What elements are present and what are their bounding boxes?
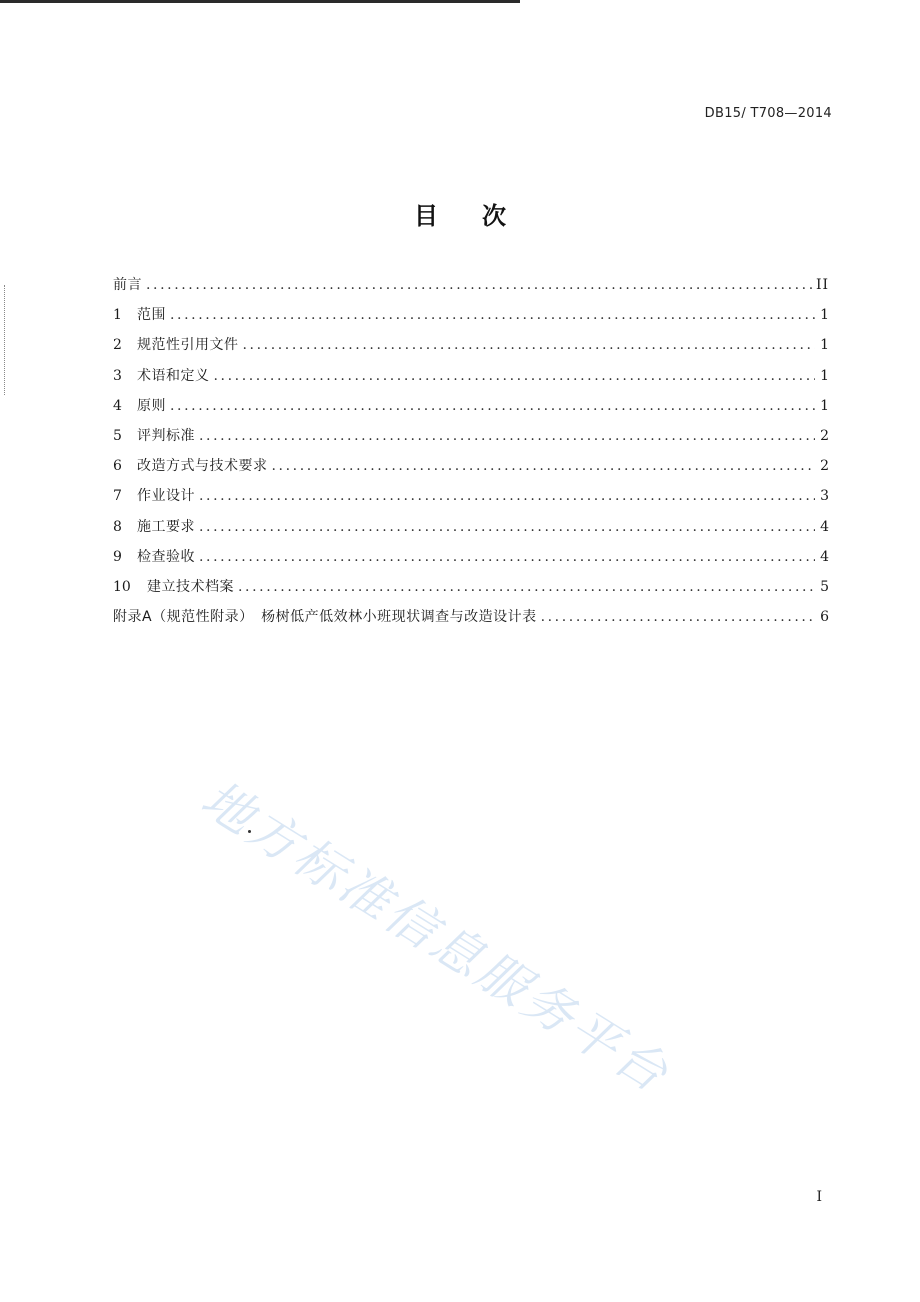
toc-entry-number: 8 [113,518,122,535]
toc-title: 目次 [414,202,550,230]
toc-entry-page: II [815,277,829,293]
toc-entry-number: 3 [113,367,122,384]
toc-leader-dots [238,572,815,602]
page-number: I [816,1189,822,1205]
toc-entry-page: 5 [820,578,829,595]
toc-entry-label: 建立技术档案 [147,578,234,595]
toc-entry-page: 3 [820,488,829,505]
toc-leader-dots [243,330,816,360]
toc-entry-label: 原则 [137,397,166,414]
toc-entry-page: 6 [820,609,829,626]
toc-entry-4[interactable] [113,391,829,421]
scan-edge-marks [4,285,7,395]
toc-entry-8[interactable] [113,512,829,542]
toc-leader-dots [541,602,815,632]
toc-entry-label: 检查验收 [137,548,195,565]
toc-entry-page: 2 [820,427,829,444]
table-of-contents [113,270,829,632]
toc-entry-page: 1 [820,367,829,384]
toc-entry-label: 范围 [137,307,166,324]
toc-leader-dots [214,361,816,391]
toc-leader-dots [170,300,815,330]
toc-entry-2[interactable] [113,330,829,360]
toc-entry-appendix-a[interactable] [113,602,829,632]
toc-entry-number: 1 [113,307,122,324]
toc-leader-dots [199,542,815,572]
watermark-text: 地方标准信息服务平台 [191,769,681,1105]
toc-entry-10[interactable] [113,572,829,602]
scan-speck [248,830,251,833]
toc-entry-label: 改造方式与技术要求 [137,458,268,475]
toc-entry-number: 7 [113,488,122,505]
toc-entry-6[interactable] [113,451,829,481]
toc-leader-dots [146,270,812,300]
toc-entry-label: 规范性引用文件 [137,337,239,354]
toc-leader-dots [199,421,815,451]
toc-entry-label: 附录A（规范性附录） 杨树低产低效林小班现状调查与改造设计表 [113,609,537,626]
toc-entry-foreword[interactable] [113,270,829,300]
toc-entry-label: 作业设计 [137,488,195,505]
toc-entry-label: 前言 [113,277,142,293]
toc-entry-label: 施工要求 [137,518,195,535]
toc-entry-1[interactable] [113,300,829,330]
scan-edge-line [0,0,520,3]
toc-entry-5[interactable] [113,421,829,451]
toc-entry-page: 2 [820,458,829,475]
toc-entry-page: 4 [820,548,829,565]
toc-entry-page: 1 [820,307,829,324]
toc-leader-dots [199,512,815,542]
toc-entry-label: 术语和定义 [137,367,210,384]
toc-leader-dots [199,481,815,511]
toc-entry-9[interactable] [113,542,829,572]
toc-entry-3[interactable] [113,361,829,391]
toc-entry-page: 1 [820,397,829,414]
toc-entry-page: 4 [820,518,829,535]
document-code: DB15/ T708—2014 [704,106,832,121]
toc-entry-number: 9 [113,548,122,565]
toc-entry-page: 1 [820,337,829,354]
toc-entry-label: 评判标准 [137,427,195,444]
toc-leader-dots [170,391,815,421]
toc-entry-number: 10 [113,578,131,595]
toc-entry-number: 4 [113,397,122,414]
toc-entry-7[interactable] [113,481,829,511]
toc-entry-number: 2 [113,337,122,354]
toc-entry-number: 5 [113,427,122,444]
toc-leader-dots [272,451,816,481]
toc-entry-number: 6 [113,458,122,475]
